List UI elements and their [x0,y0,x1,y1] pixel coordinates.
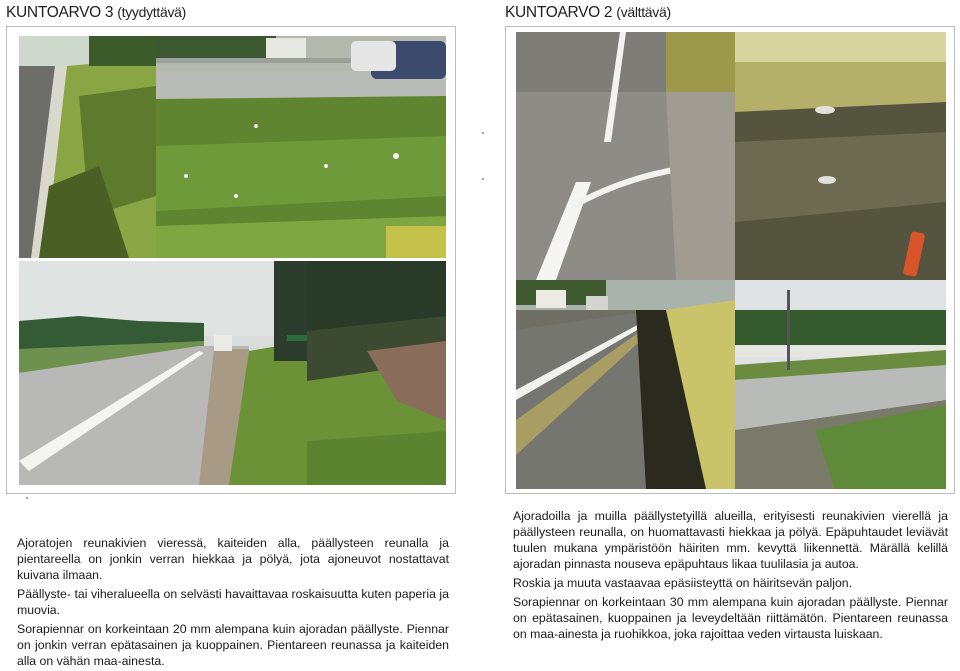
right-panel-heading [505,4,671,22]
right-paragraph-shoulder: Sorapiennar on korkeintaan 30 mm alempana kuin ajoradan päällyste. Piennar on epätasainen, kuoppainen ja leveydeltään riittämätön. Pientareen reunassa on maa-ainesta ja ruohikkoa, joka rajoittaa veden virtausta luiskaan. [513,595,948,641]
right-paragraph-litter: Roskia ja muuta vastaavaa epäsiisteyttä on häiritsevän paljon. [513,576,853,590]
left-photo-panel [6,26,456,494]
left-condition-level: KUNTOARVO 3 [6,4,114,21]
left-condition-label: (tyydyttävä) [117,4,187,20]
right-photo-panel [505,26,955,494]
right-condition-label: (välttävä) [616,4,671,20]
scan-speck [482,132,484,134]
left-panel-heading [6,4,186,22]
left-paragraph-shoulder: Sorapiennar on korkeintaan 20 mm alempana kuin ajoradan päällyste. Piennar on jonkin verran epätasainen ja kuoppainen. Pientareen reunassa ja kaiteiden alla on vähän maa-ainesta. [17,622,449,668]
left-paragraph-litter: Päällyste- tai viheralueella on selvästi havaittavaa roskaisuutta kuten paperia ja muovia. [17,587,449,617]
photo-forest-slope [307,261,446,485]
scan-speck [482,178,484,180]
photo-highway-shoulder [19,261,307,485]
photo-grass-litter [156,36,446,258]
photo-road-cars-shoulder [516,280,735,489]
left-description [17,535,449,671]
right-condition-level: KUNTOARVO 2 [505,4,613,21]
scan-speck [26,497,28,499]
left-paragraph-dust: Ajoratojen reunakivien vieressä, kaiteiden alla, päällysteen reunalla ja pientareella on jonkin verran hiekkaa ja pölyä, jota ajoneuvot nostattavat kuivana ilmaan. [17,536,449,582]
right-description [513,508,948,645]
photo-dirty-shoulder [735,32,946,280]
photo-road-edge-grass [19,36,156,258]
photo-asphalt-lane-marking [516,32,735,280]
right-paragraph-dust: Ajoradoilla ja muilla päällystetyillä alueilla, erityisesti reunakivien vierellä ja päällysteen reunalla, on huomattavasti hiekkaa ja pölyä. Epäpuhtaudet leviävät tuulen mukana ympäristöön häiriten mm. kevyttä liikennettä. Märällä kelillä ajoradan pinnasta nouseva epäpuhtaus likaa tuulilasia ja autoa. [513,509,948,571]
photo-highway-fence-weeds [735,280,946,489]
